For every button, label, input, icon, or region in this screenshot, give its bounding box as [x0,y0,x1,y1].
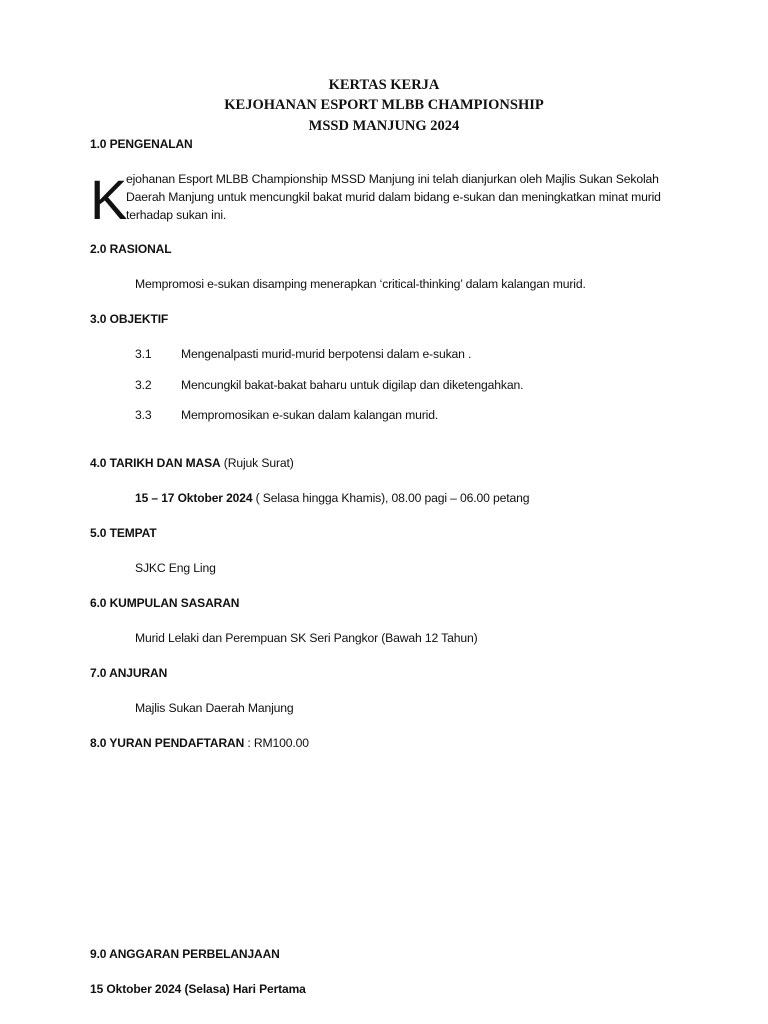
drop-cap-letter: K [90,168,128,231]
section-heading-tempat: 5.0 TEMPAT [90,526,157,540]
rasional-text: Mempromosi e-sukan disamping menerapkan ‘critical-thinking’ dalam kalangan murid. [135,277,586,291]
section-heading-anjuran: 7.0 ANJURAN [90,666,168,680]
objektif-item-number: 3.1 [135,347,152,361]
objektif-item [135,408,438,422]
doc-title-line-3: MSSD MANJUNG 2024 [308,118,460,134]
objektif-item [135,378,523,392]
tarikh-date: 15 – 17 Oktober 2024 [135,491,253,505]
intro-text: ejohanan Esport MLBB Championship MSSD Manjung ini telah dianjurkan oleh Majlis Sukan Sekolah Daerah Manjung untuk mencungkil bakat murid dalam bidang e-sukan dan meningkatkan minat murid terhadap sukan ini. [126,172,661,222]
doc-title-line-1: KERTAS KERJA [328,77,440,93]
section-heading-yuran [90,736,309,750]
tarikh-time: ( Selasa hingga Khamis), 08.00 pagi – 06.00 petang [252,491,530,505]
tarikh-heading-label: 4.0 TARIKH DAN MASA [90,456,221,470]
objektif-item-number: 3.3 [135,408,152,422]
section-heading-pengenalan: 1.0 PENGENALAN [90,137,193,151]
section-heading-tarikh [90,456,294,470]
doc-title-line-2: KEJOHANAN ESPORT MLBB CHAMPIONSHIP [224,97,544,113]
tarikh-detail [135,491,529,505]
sasaran-text: Murid Lelaki dan Perempuan SK Seri Pangkor (Bawah 12 Tahun) [135,631,478,645]
objektif-item-text: Mencungkil bakat-bakat baharu untuk digilap dan diketengahkan. [181,378,524,392]
objektif-item [135,347,471,361]
yuran-value: : RM100.00 [244,736,309,750]
tarikh-heading-note: (Rujuk Surat) [220,456,294,470]
objektif-item-number: 3.2 [135,378,152,392]
section-heading-objektif: 3.0 OBJEKTIF [90,312,169,326]
objektif-item-text: Mempromosikan e-sukan dalam kalangan murid. [181,408,439,422]
section-heading-rasional: 2.0 RASIONAL [90,242,172,256]
yuran-label: 8.0 YURAN PENDAFTARAN [90,736,245,750]
tempat-text: SJKC Eng Ling [135,561,216,575]
anjuran-text: Majlis Sukan Daerah Manjung [135,701,294,715]
section-heading-sasaran: 6.0 KUMPULAN SASARAN [90,596,240,610]
objektif-item-text: Mengenalpasti murid-murid berpotensi dalam e-sukan . [181,347,472,361]
anggaran-subheading: 15 Oktober 2024 (Selasa) Hari Pertama [90,982,306,996]
section-heading-anggaran: 9.0 ANGGARAN PERBELANJAAN [90,947,280,961]
